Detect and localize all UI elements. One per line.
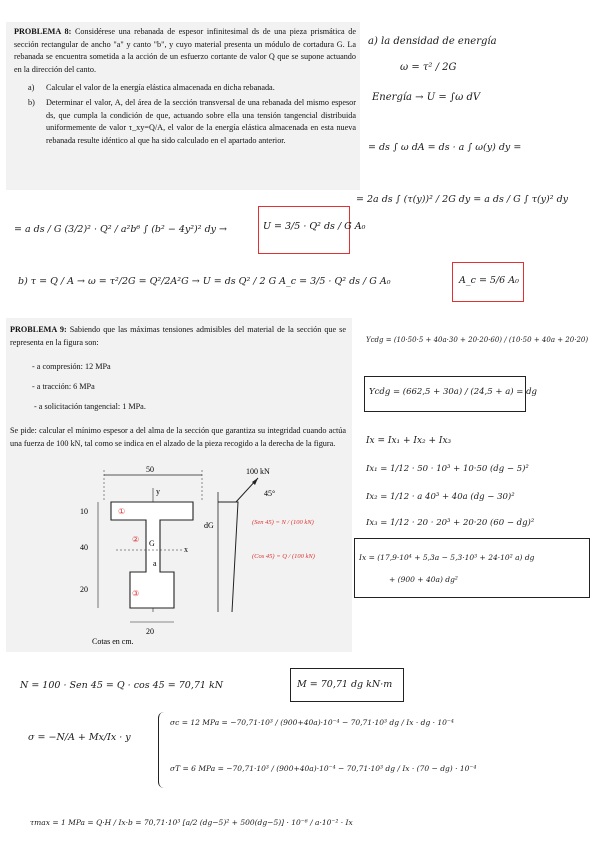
dim-20-vertical: 20 xyxy=(80,585,88,594)
problem-9-title: PROBLEMA 9: xyxy=(10,325,67,334)
hw-sigma-c: σc = 12 MPa = −70,71·10³ / (900+40a)·10⁻⁴ − 70,71·10³ dg / Ix · dg · 10⁻⁴ xyxy=(170,718,454,727)
limit-compression: - a compresión: 12 MPa xyxy=(32,362,111,372)
problem-9-intro: Sabiendo que las máximas tensiones admisibles del material de la sección que se representa en la figura son: xyxy=(10,325,346,347)
num-2: ② xyxy=(132,535,140,544)
label-a: a xyxy=(153,559,157,568)
hw-sigma: σ = −N/A + Mx/Ix · y xyxy=(28,732,131,743)
hw-ix2: Ix₂ = 1/12 · a 40³ + 40a (dg − 30)² xyxy=(366,492,515,502)
hw-ix1: Ix₁ = 1/12 · 50 · 10³ + 10·50 (dg − 5)² xyxy=(366,464,529,474)
num-3: ③ xyxy=(132,589,140,598)
hw-n-eq: N = 100 · Sen 45 = Q · cos 45 = 70,71 kN xyxy=(20,680,224,691)
force-label: 100 kN xyxy=(246,467,270,476)
hw-result-u-box: U = 3/5 · Q² ds / G A₀ xyxy=(258,206,350,254)
hw-w-eq: ω = τ² / 2G xyxy=(400,62,457,73)
cos-note: (Cos 45) = Q / (100 kN) xyxy=(252,553,315,560)
problem-8-item-b: b) Determinar el valor, A, del área de la sección transversal de una rebanada del mismo espesor ds, que cumpla la condición de que, actuando sobre ella una tensión tangencial distribuida uniformemente de valor τ_xy=Q/A, el valor de la energía elástica almacenada en esta nueva rebanada resulte idéntico al que ha sido calculado en el apartado anterior. xyxy=(28,97,356,145)
problem-8-intro: Considérese una rebanada de espesor infinitesimal ds de una pieza prismática de sección rectangular de ancho "a" y canto "b", y cuyo material presenta un módulo de cortadura G. La rebanada se encuentra sometida a la acción de un esfuerzo cortante de valor Q que se supone actuando en la dirección del canto. xyxy=(14,27,356,74)
hw-result-a-box: A_c = 5/6 A₀ xyxy=(452,262,524,302)
hw-brace xyxy=(158,712,165,788)
dg-label: dG xyxy=(204,521,214,530)
dim-top: 50 xyxy=(146,465,154,474)
hw-ix3: Ix₃ = 1/12 · 20 · 20³ + 20·20 (60 − dg)² xyxy=(366,518,535,528)
section-shape xyxy=(111,502,193,608)
hw-energy: Energía → U = ∫ω dV xyxy=(372,92,481,103)
angle-label: 45° xyxy=(264,489,276,498)
limit-shear: - a solicitación tangencial: 1 MPa. xyxy=(34,402,146,412)
num-1: ① xyxy=(118,507,126,516)
hw-density: a) la densidad de energía xyxy=(368,36,497,47)
problem-8-title: PROBLEMA 8: xyxy=(14,27,72,36)
axis-y-label: y xyxy=(156,487,160,496)
problem-8-text xyxy=(14,26,356,76)
section-figure xyxy=(6,462,352,652)
hw-ycdg-box: Ycdg = (662,5 + 30a) / (24,5 + a) = dg xyxy=(364,376,526,412)
hw-line1: = ds ∫ ω dA = ds · a ∫ ω(y) dy = xyxy=(368,142,522,153)
hw-part-b: b) τ = Q / A → ω = τ²/2G = Q²/2A²G → U = ds Q² / 2 G A_c = 3/5 · Q² ds / G A₀ xyxy=(18,276,391,287)
problem-9-text xyxy=(10,324,346,349)
dim-10: 10 xyxy=(80,507,88,516)
problem-9-limits xyxy=(32,357,346,417)
hw-line3: = a ds / G (3/2)² · Q² / a²b⁶ ∫ (b² − 4y²)² dy → xyxy=(14,224,228,235)
sen-note: (Sen 45) = N / (100 kN) xyxy=(252,519,314,526)
problem-8-item-a: a) Calcular el valor de la energía elástica almacenada en dicha rebanada. xyxy=(28,83,275,93)
hw-sigma-t: σT = 6 MPa = −70,71·10³ / (900+40a)·10⁻⁴ − 70,71·10³ dg / Ix · (70 − dg) · 10⁻⁴ xyxy=(170,764,477,773)
axis-x-label: x xyxy=(184,545,188,554)
dim-40: 40 xyxy=(80,543,88,552)
hw-ix-box: Ix = (17,9·10⁴ + 5,3a − 5,3·10³ + 24·10² a) dg + (900 + 40a) dg² xyxy=(354,538,590,598)
problem-8-block xyxy=(6,22,360,190)
label-g: G xyxy=(149,539,155,548)
problem-8-items xyxy=(14,82,356,147)
units-note: Cotas en cm. xyxy=(92,637,134,646)
limit-tension: - a tracción: 6 MPa xyxy=(32,382,95,392)
hw-ix: Ix = Ix₁ + Ix₂ + Ix₃ xyxy=(366,436,452,446)
hw-tau: τmax = 1 MPa = Q·H / Ix·b = 70,71·10³ [a/2 (dg−5)² + 500(dg−5)] · 10⁻⁶ / a·10⁻² · Ix xyxy=(30,818,353,827)
hw-ycdg: Ycdg = (10·50·5 + 40a·30 + 20·20·60) / (10·50 + 40a + 20·20) xyxy=(366,336,589,344)
hw-line2: = 2a ds ∫ (τ(y))² / 2G dy = a ds / G ∫ τ(y)² dy xyxy=(356,194,569,205)
dim-bottom: 20 xyxy=(146,627,154,636)
hw-m-box: M = 70,71 dg kN·m xyxy=(290,668,404,702)
problem-9-task: Se pide: calcular el mínimo espesor a del alma de la sección que garantiza su integridad cuando actúa una fuerza de 100 kN, tal como se indica en el alzado de la pieza recogido a la derecha de la figura. xyxy=(10,426,346,448)
